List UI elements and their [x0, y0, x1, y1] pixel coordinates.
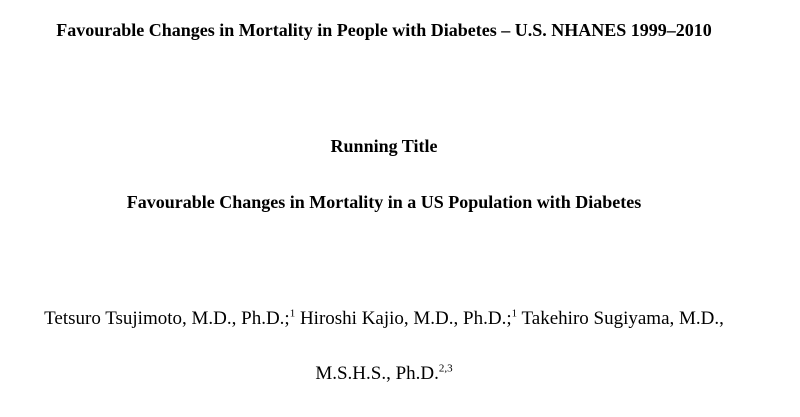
running-title-text: Favourable Changes in Mortality in a US Population with Diabetes	[126, 192, 642, 212]
author-name-3: Takehiro Sugiyama, M.D.,	[521, 308, 724, 329]
author-line-2	[0, 363, 784, 385]
author-line-1	[0, 308, 784, 330]
author-name-3-continued: M.S.H.S., Ph.D.	[315, 363, 439, 384]
author-affiliation-1: 1	[289, 307, 296, 320]
author-affiliation-2: 1	[511, 307, 518, 320]
paper-title: Favourable Changes in Mortality in People with Diabetes – U.S. NHANES 1999–2010	[56, 20, 712, 40]
author-name-1: Tetsuro Tsujimoto, M.D., Ph.D.;	[44, 308, 290, 329]
author-affiliation-3: 2,3	[438, 362, 453, 375]
running-title-heading: Running Title	[330, 136, 438, 156]
author-name-2: Hiroshi Kajio, M.D., Ph.D.;	[299, 308, 512, 329]
